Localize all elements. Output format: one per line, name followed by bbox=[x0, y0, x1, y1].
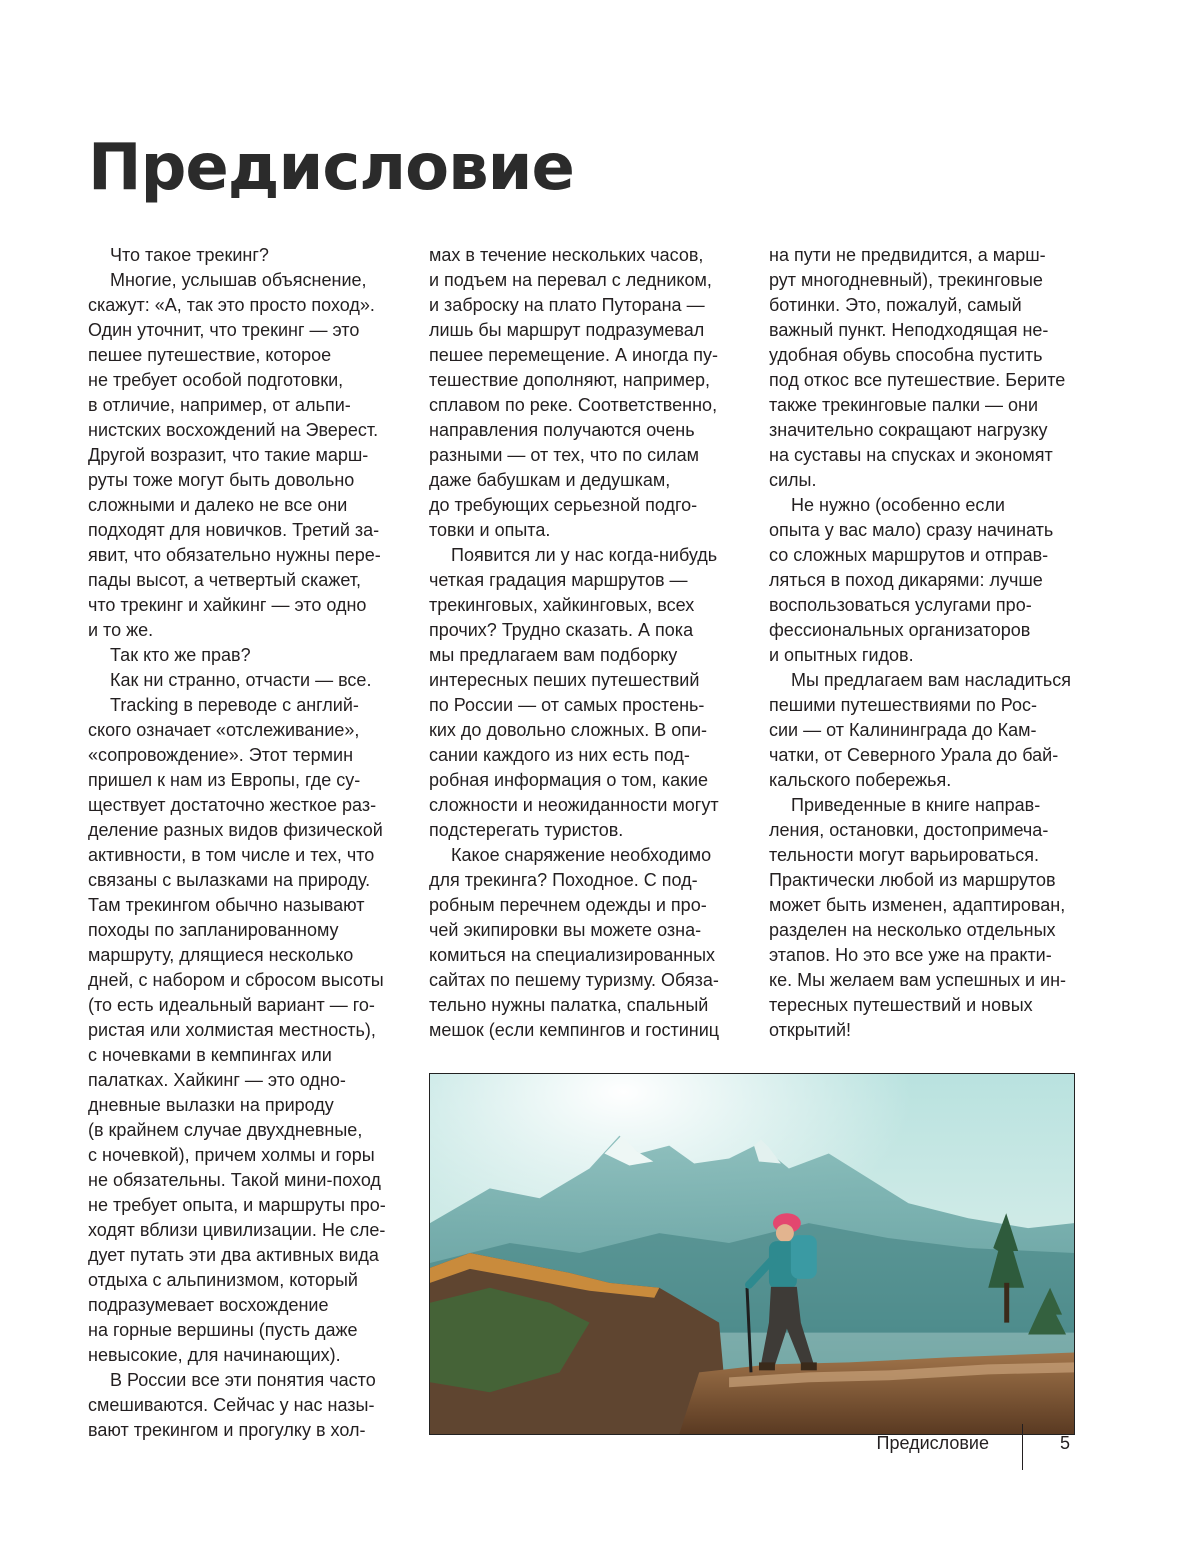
text-line: открытий! bbox=[769, 1020, 852, 1040]
text-line: пешее путешествие, которое bbox=[88, 345, 332, 365]
text-line: на горные вершины (пусть даже bbox=[88, 1320, 358, 1340]
text-line: активности, в том числе и тех, что bbox=[88, 845, 375, 865]
text-line: не требует особой подготовки, bbox=[88, 370, 344, 390]
text-line: Один уточнит, что трекинг — это bbox=[88, 320, 360, 340]
text-line: рут многодневный), трекинговые bbox=[769, 270, 1043, 290]
text-line: Так кто же прав? bbox=[110, 645, 251, 665]
text-line: пешее перемещение. А иногда пу- bbox=[429, 345, 719, 365]
text-line: разными — от тех, что по силам bbox=[429, 445, 700, 465]
text-line: ления, остановки, достопримеча- bbox=[769, 820, 1049, 840]
text-line: В России все эти понятия часто bbox=[110, 1370, 376, 1390]
text-line: для трекинга? Походное. С под- bbox=[429, 870, 698, 890]
text-line: подстерегать туристов. bbox=[429, 820, 624, 840]
text-line: ристая или холмистая местность), bbox=[88, 1020, 376, 1040]
text-line: пришел к нам из Европы, где су- bbox=[88, 770, 361, 790]
text-line: смешиваются. Сейчас у нас назы- bbox=[88, 1395, 375, 1415]
text-line: может быть изменен, адаптирован, bbox=[769, 895, 1066, 915]
text-line: мах в течение нескольких часов, bbox=[429, 245, 704, 265]
text-column-1 bbox=[88, 243, 398, 1443]
text-line: Какое снаряжение необходимо bbox=[451, 845, 712, 865]
text-column-2 bbox=[429, 243, 739, 1043]
text-line: ществует достаточно жесткое раз- bbox=[88, 795, 377, 815]
text-line: и опытных гидов. bbox=[769, 645, 914, 665]
text-line: вают трекингом и прогулку в хол- bbox=[88, 1420, 366, 1440]
text-line: воспользоваться услугами про- bbox=[769, 595, 1032, 615]
text-line: отдыха с альпинизмом, который bbox=[88, 1270, 358, 1290]
text-line: Как ни странно, отчасти — все. bbox=[110, 670, 372, 690]
text-line: палатках. Хайкинг — это одно- bbox=[88, 1070, 346, 1090]
text-line: также трекинговые палки — они bbox=[769, 395, 1039, 415]
text-line: товки и опыта. bbox=[429, 520, 551, 540]
text-line: не требует опыта, и маршруты про- bbox=[88, 1195, 386, 1215]
text-line: подходят для новичков. Третий за- bbox=[88, 520, 380, 540]
text-line: чатки, от Северного Урала до бай- bbox=[769, 745, 1059, 765]
text-line: с ночевками в кемпингах или bbox=[88, 1045, 332, 1065]
text-line: опыта у вас мало) сразу начинать bbox=[769, 520, 1054, 540]
text-column-3 bbox=[769, 243, 1079, 1043]
text-line: на пути не предвидится, а марш- bbox=[769, 245, 1046, 265]
text-line: удобная обувь способна пустить bbox=[769, 345, 1043, 365]
text-line: ботинки. Это, пожалуй, самый bbox=[769, 295, 1022, 315]
text-line: ких до довольно сложных. В опи- bbox=[429, 720, 708, 740]
hiker-mountain-photo-icon bbox=[430, 1074, 1074, 1434]
text-line: чей экипировки вы можете озна- bbox=[429, 920, 702, 940]
text-line: «сопровождение». Этот термин bbox=[88, 745, 354, 765]
text-line: что трекинг и хайкинг — это одно bbox=[88, 595, 367, 615]
text-line: пешими путешествиями по Рос- bbox=[769, 695, 1037, 715]
text-line: связаны с вылазками на природу. bbox=[88, 870, 371, 890]
text-line: Многие, услышав объяснение, bbox=[110, 270, 367, 290]
text-line: фессиональных организаторов bbox=[769, 620, 1031, 640]
running-footer-label: Предисловие bbox=[876, 1433, 989, 1453]
text-line: Практически любой из маршрутов bbox=[769, 870, 1056, 890]
text-line: даже бабушкам и дедушкам, bbox=[429, 470, 671, 490]
text-line: сании каждого из них есть под- bbox=[429, 745, 690, 765]
text-line: дует путать эти два активных вида bbox=[88, 1245, 379, 1265]
text-line: мы предлагаем вам подборку bbox=[429, 645, 678, 665]
text-line: этапов. Но это все уже на практи- bbox=[769, 945, 1052, 965]
text-line: дневные вылазки на природу bbox=[88, 1095, 334, 1115]
text-line: до требующих серьезной подго- bbox=[429, 495, 698, 515]
text-line: не обязательны. Такой мини-поход bbox=[88, 1170, 381, 1190]
text-line: кальского побережья. bbox=[769, 770, 952, 790]
text-line: сплавом по реке. Соответственно, bbox=[429, 395, 718, 415]
text-line: походы по запланированному bbox=[88, 920, 339, 940]
text-line: тельности могут варьироваться. bbox=[769, 845, 1039, 865]
text-line: деление разных видов физической bbox=[88, 820, 383, 840]
page-number: 5 bbox=[1060, 1433, 1071, 1453]
text-line: сложными и далеко не все они bbox=[88, 495, 348, 515]
text-line: руты тоже могут быть довольно bbox=[88, 470, 355, 490]
text-line: прочих? Трудно сказать. А пока bbox=[429, 620, 694, 640]
text-line: явит, что обязательно нужны пере- bbox=[88, 545, 381, 565]
text-line: тересных путешествий и новых bbox=[769, 995, 1033, 1015]
text-line: дней, с набором и сбросом высоты bbox=[88, 970, 384, 990]
text-line: по России — от самых простень- bbox=[429, 695, 705, 715]
text-line: Что такое трекинг? bbox=[110, 245, 269, 265]
text-line: сложности и неожиданности могут bbox=[429, 795, 719, 815]
text-line: нистских восхождений на Эверест. bbox=[88, 420, 379, 440]
text-line: Мы предлагаем вам насладиться bbox=[791, 670, 1072, 690]
text-line: в отличие, например, от альпи- bbox=[88, 395, 351, 415]
text-line: с ночевкой), причем холмы и горы bbox=[88, 1145, 375, 1165]
text-line: невысокие, для начинающих). bbox=[88, 1345, 341, 1365]
footer-divider bbox=[1022, 1424, 1023, 1470]
page-title: Предисловие bbox=[88, 131, 574, 205]
text-line: силы. bbox=[769, 470, 817, 490]
text-line: Tracking в переводе с англий- bbox=[110, 695, 359, 715]
text-line: и подъем на перевал с ледником, bbox=[429, 270, 712, 290]
text-line: лишь бы маршрут подразумевал bbox=[429, 320, 705, 340]
text-line: ке. Мы желаем вам успешных и ин- bbox=[769, 970, 1067, 990]
text-line: Там трекингом обычно называют bbox=[88, 895, 365, 915]
text-line: (то есть идеальный вариант — го- bbox=[88, 995, 375, 1015]
text-line: интересных пеших путешествий bbox=[429, 670, 700, 690]
text-line: и заброску на плато Путорана — bbox=[429, 295, 705, 315]
text-line: ляться в поход дикарями: лучше bbox=[769, 570, 1043, 590]
text-line: значительно сокращают нагрузку bbox=[769, 420, 1048, 440]
text-line: ходят вблизи цивилизации. Не сле- bbox=[88, 1220, 386, 1240]
hiker-photo bbox=[429, 1073, 1075, 1435]
text-line: пады высот, а четвертый скажет, bbox=[88, 570, 362, 590]
text-line: Не нужно (особенно если bbox=[791, 495, 1005, 515]
text-line: разделен на несколько отдельных bbox=[769, 920, 1056, 940]
text-line: подразумевает восхождение bbox=[88, 1295, 329, 1315]
text-line: (в крайнем случае двухдневные, bbox=[88, 1120, 363, 1140]
text-line: сии — от Калининграда до Кам- bbox=[769, 720, 1037, 740]
text-line: и то же. bbox=[88, 620, 154, 640]
text-line: ского означает «отслеживание», bbox=[88, 720, 360, 740]
text-line: Приведенные в книге направ- bbox=[791, 795, 1041, 815]
text-line: скажут: «А, так это просто поход». bbox=[88, 295, 375, 315]
text-line: сайтах по пешему туризму. Обяза- bbox=[429, 970, 719, 990]
text-line: мешок (если кемпингов и гостиниц bbox=[429, 1020, 720, 1040]
text-line: тешествие дополняют, например, bbox=[429, 370, 710, 390]
text-line: робная информация о том, какие bbox=[429, 770, 709, 790]
text-line: направления получаются очень bbox=[429, 420, 695, 440]
text-line: комиться на специализированных bbox=[429, 945, 716, 965]
text-line: важный пункт. Неподходящая не- bbox=[769, 320, 1049, 340]
text-line: со сложных маршрутов и отправ- bbox=[769, 545, 1049, 565]
text-line: на суставы на спусках и экономят bbox=[769, 445, 1053, 465]
text-line: робным перечнем одежды и про- bbox=[429, 895, 707, 915]
text-line: маршруту, длящиеся несколько bbox=[88, 945, 354, 965]
text-line: Другой возразит, что такие марш- bbox=[88, 445, 369, 465]
text-line: трекинговых, хайкинговых, всех bbox=[429, 595, 695, 615]
text-line: Появится ли у нас когда-нибудь bbox=[451, 545, 718, 565]
text-line: четкая градация маршрутов — bbox=[429, 570, 688, 590]
text-line: тельно нужны палатка, спальный bbox=[429, 995, 709, 1015]
text-line: под откос все путешествие. Берите bbox=[769, 370, 1066, 390]
